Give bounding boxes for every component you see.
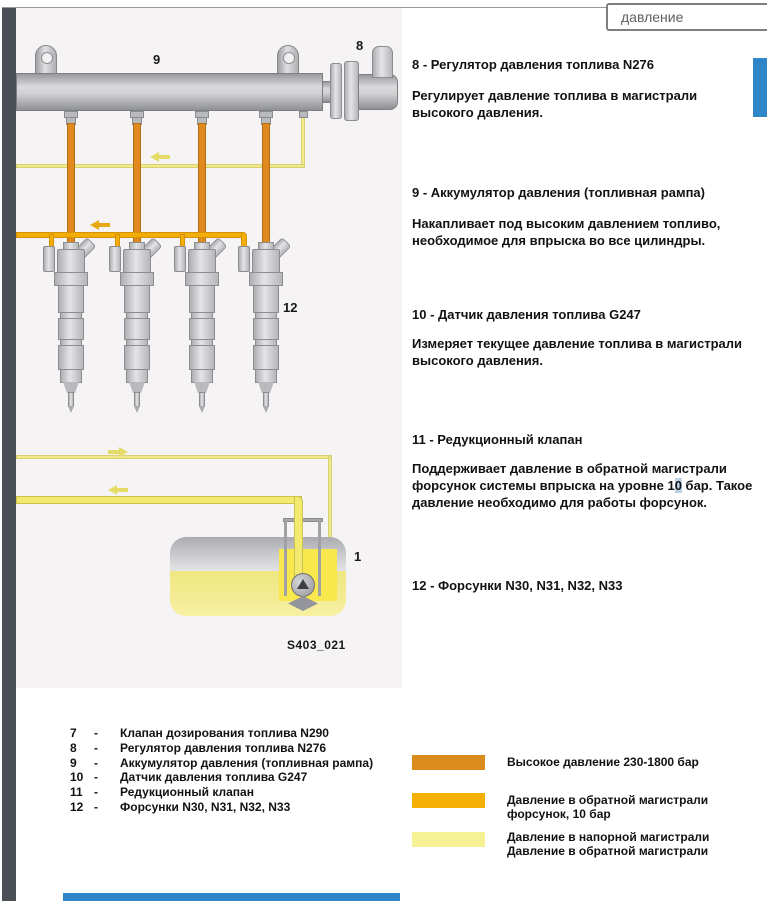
dash: - [94,756,98,770]
tank-return-line-vertical [294,496,303,580]
injector-nozzle [263,406,269,413]
injector-nozzle [68,406,74,413]
desc-9-body: Накапливает под высоким давлением топливо, [412,216,721,231]
desc-10-body: высокого давления. [412,353,543,368]
parts-list-item [70,800,290,814]
desc-11-body: Поддерживает давление в обратной магистрали [412,461,727,476]
desc-11-body: давление необходимо для работы форсунок. [412,495,708,510]
injector-nozzle [134,406,140,413]
desc-11-title: 11 - Редукционный клапан [412,432,583,447]
injector-3 [172,242,232,414]
flow-arrow-right-icon [108,447,128,457]
legend-swatch-2 [412,832,485,847]
legend-line: Давление в обратной магистрали [507,793,709,807]
part-label: Клапан дозирования топлива N290 [120,726,329,740]
injector-part [126,369,148,383]
injector-part [263,392,269,407]
desc-12-title: 12 - Форсунки N30, N31, N32, N33 [412,578,623,593]
regulator-stub [372,46,393,78]
pump-bracket [283,518,323,522]
injector-part [188,249,216,273]
injector-part [58,318,84,340]
injector-part [43,246,55,272]
part-label: Регулятор давления топлива N276 [120,741,327,755]
pump-bracket [284,520,287,596]
legend-line: форсунок, 10 бар [507,806,611,821]
injector-part [253,285,279,313]
high-pressure-pipe-3 [198,123,206,245]
high-pressure-pipe-2 [133,123,141,245]
injector-nozzle [199,406,205,413]
part-number: 7 [70,726,77,740]
injector-part [68,392,74,407]
search-hit-highlight: 0 [674,478,682,493]
desc-9-body: необходимое для впрыска во все цилиндры. [412,233,706,248]
tank-return-line [16,496,302,504]
injector-part [123,249,151,273]
parts-list-item [70,756,373,770]
dash: - [94,785,98,799]
legend-line: Давление в напорной магистрали [507,830,710,844]
lug-hole [283,52,295,64]
injector-part [109,246,121,272]
injector-part [253,345,279,370]
injector-part [238,246,250,272]
part-label: Аккумулятор давления (топливная рампа) [120,756,374,770]
parts-list-item [70,741,326,755]
part-number: 11 [70,785,83,799]
injector-part [185,272,219,286]
label-tank: 1 [354,549,362,564]
regulator-collar [330,63,342,119]
injector-part [249,272,283,286]
rail-fitting [299,111,308,118]
label-rail: 9 [153,52,161,67]
injector-part [191,369,213,383]
legend-label: Высокое давление 230-1800 бар [507,755,699,769]
injector-part [124,285,150,313]
dash: - [94,800,98,814]
injector-part [253,318,279,340]
pump-arrow-up-icon [297,579,309,589]
regulator-collar [344,61,359,121]
parts-list-item [70,726,329,740]
injector-4 [236,242,296,414]
legend-line: Давление в обратной магистрали [507,843,709,858]
flow-arrow-left-icon [90,220,110,230]
legend-swatch-0 [412,755,485,770]
injector-part [60,369,82,383]
desc-8-body: Регулирует давление топлива в магистрали [412,88,698,103]
part-number: 12 [70,800,84,814]
legend-label [507,831,709,858]
legend-swatch-1 [412,793,485,808]
flow-arrow-left-icon [108,485,128,495]
injector-part [54,272,88,286]
desc-8-body: высокого давления. [412,105,543,120]
part-label: Форсунки N30, N31, N32, N33 [120,800,291,814]
injector-part [58,345,84,370]
injector-2 [107,242,167,414]
dash: - [94,741,98,755]
vertical-scrollbar-thumb[interactable] [753,58,767,117]
high-pressure-pipe-4 [262,123,270,245]
injector-part [174,246,186,272]
desc-11-text: форсунок системы впрыска на уровне 1 [412,478,675,493]
dash: - [94,726,98,740]
label-injectors: 12 [283,300,298,315]
desc-10-title: 10 - Датчик давления топлива G247 [412,307,641,322]
injector-part [124,318,150,340]
injector-part [199,392,205,407]
figure-caption: S403_021 [287,638,346,652]
flow-arrow-left-icon [150,152,170,162]
part-label: Редукционный клапан [120,785,254,799]
search-input[interactable] [606,3,767,31]
part-label: Датчик давления топлива G247 [120,770,308,784]
injector-part [124,345,150,370]
left-dark-border [2,8,16,901]
label-regulator: 8 [356,38,364,53]
injector-1 [41,242,101,414]
dash: - [94,770,98,784]
fuel-rail [16,73,323,111]
desc-9-title: 9 - Аккумулятор давления (топливная рампа) [412,185,705,200]
horizontal-scrollbar-thumb[interactable] [63,893,400,901]
injector-part [120,272,154,286]
desc-8-title: 8 - Регулятор давления топлива N276 [412,57,655,72]
injector-part [189,285,215,313]
parts-list-item [70,785,254,799]
legend-label [507,794,708,821]
pressure-regulator-body [358,74,398,110]
desc-11-text: бар. Такое [681,478,753,493]
injector-part [57,249,85,273]
injector-part [252,249,280,273]
part-number: 9 [70,756,77,770]
lug-hole [41,52,53,64]
injector-part [255,369,277,383]
injector-part [58,285,84,313]
high-pressure-pipe-1 [67,123,75,245]
pump-bracket [318,520,321,596]
fuel-pump-icon [291,573,315,597]
parts-list-item [70,770,307,784]
injector-part [189,318,215,340]
part-number: 10 [70,770,84,784]
injector-part [189,345,215,370]
supply-line-vertical [301,117,305,167]
desc-11-body [412,478,752,493]
tank-supply-line [16,455,332,459]
desc-10-body: Измеряет текущее давление топлива в магистрали [412,336,743,351]
injector-part [134,392,140,407]
part-number: 8 [70,741,77,755]
